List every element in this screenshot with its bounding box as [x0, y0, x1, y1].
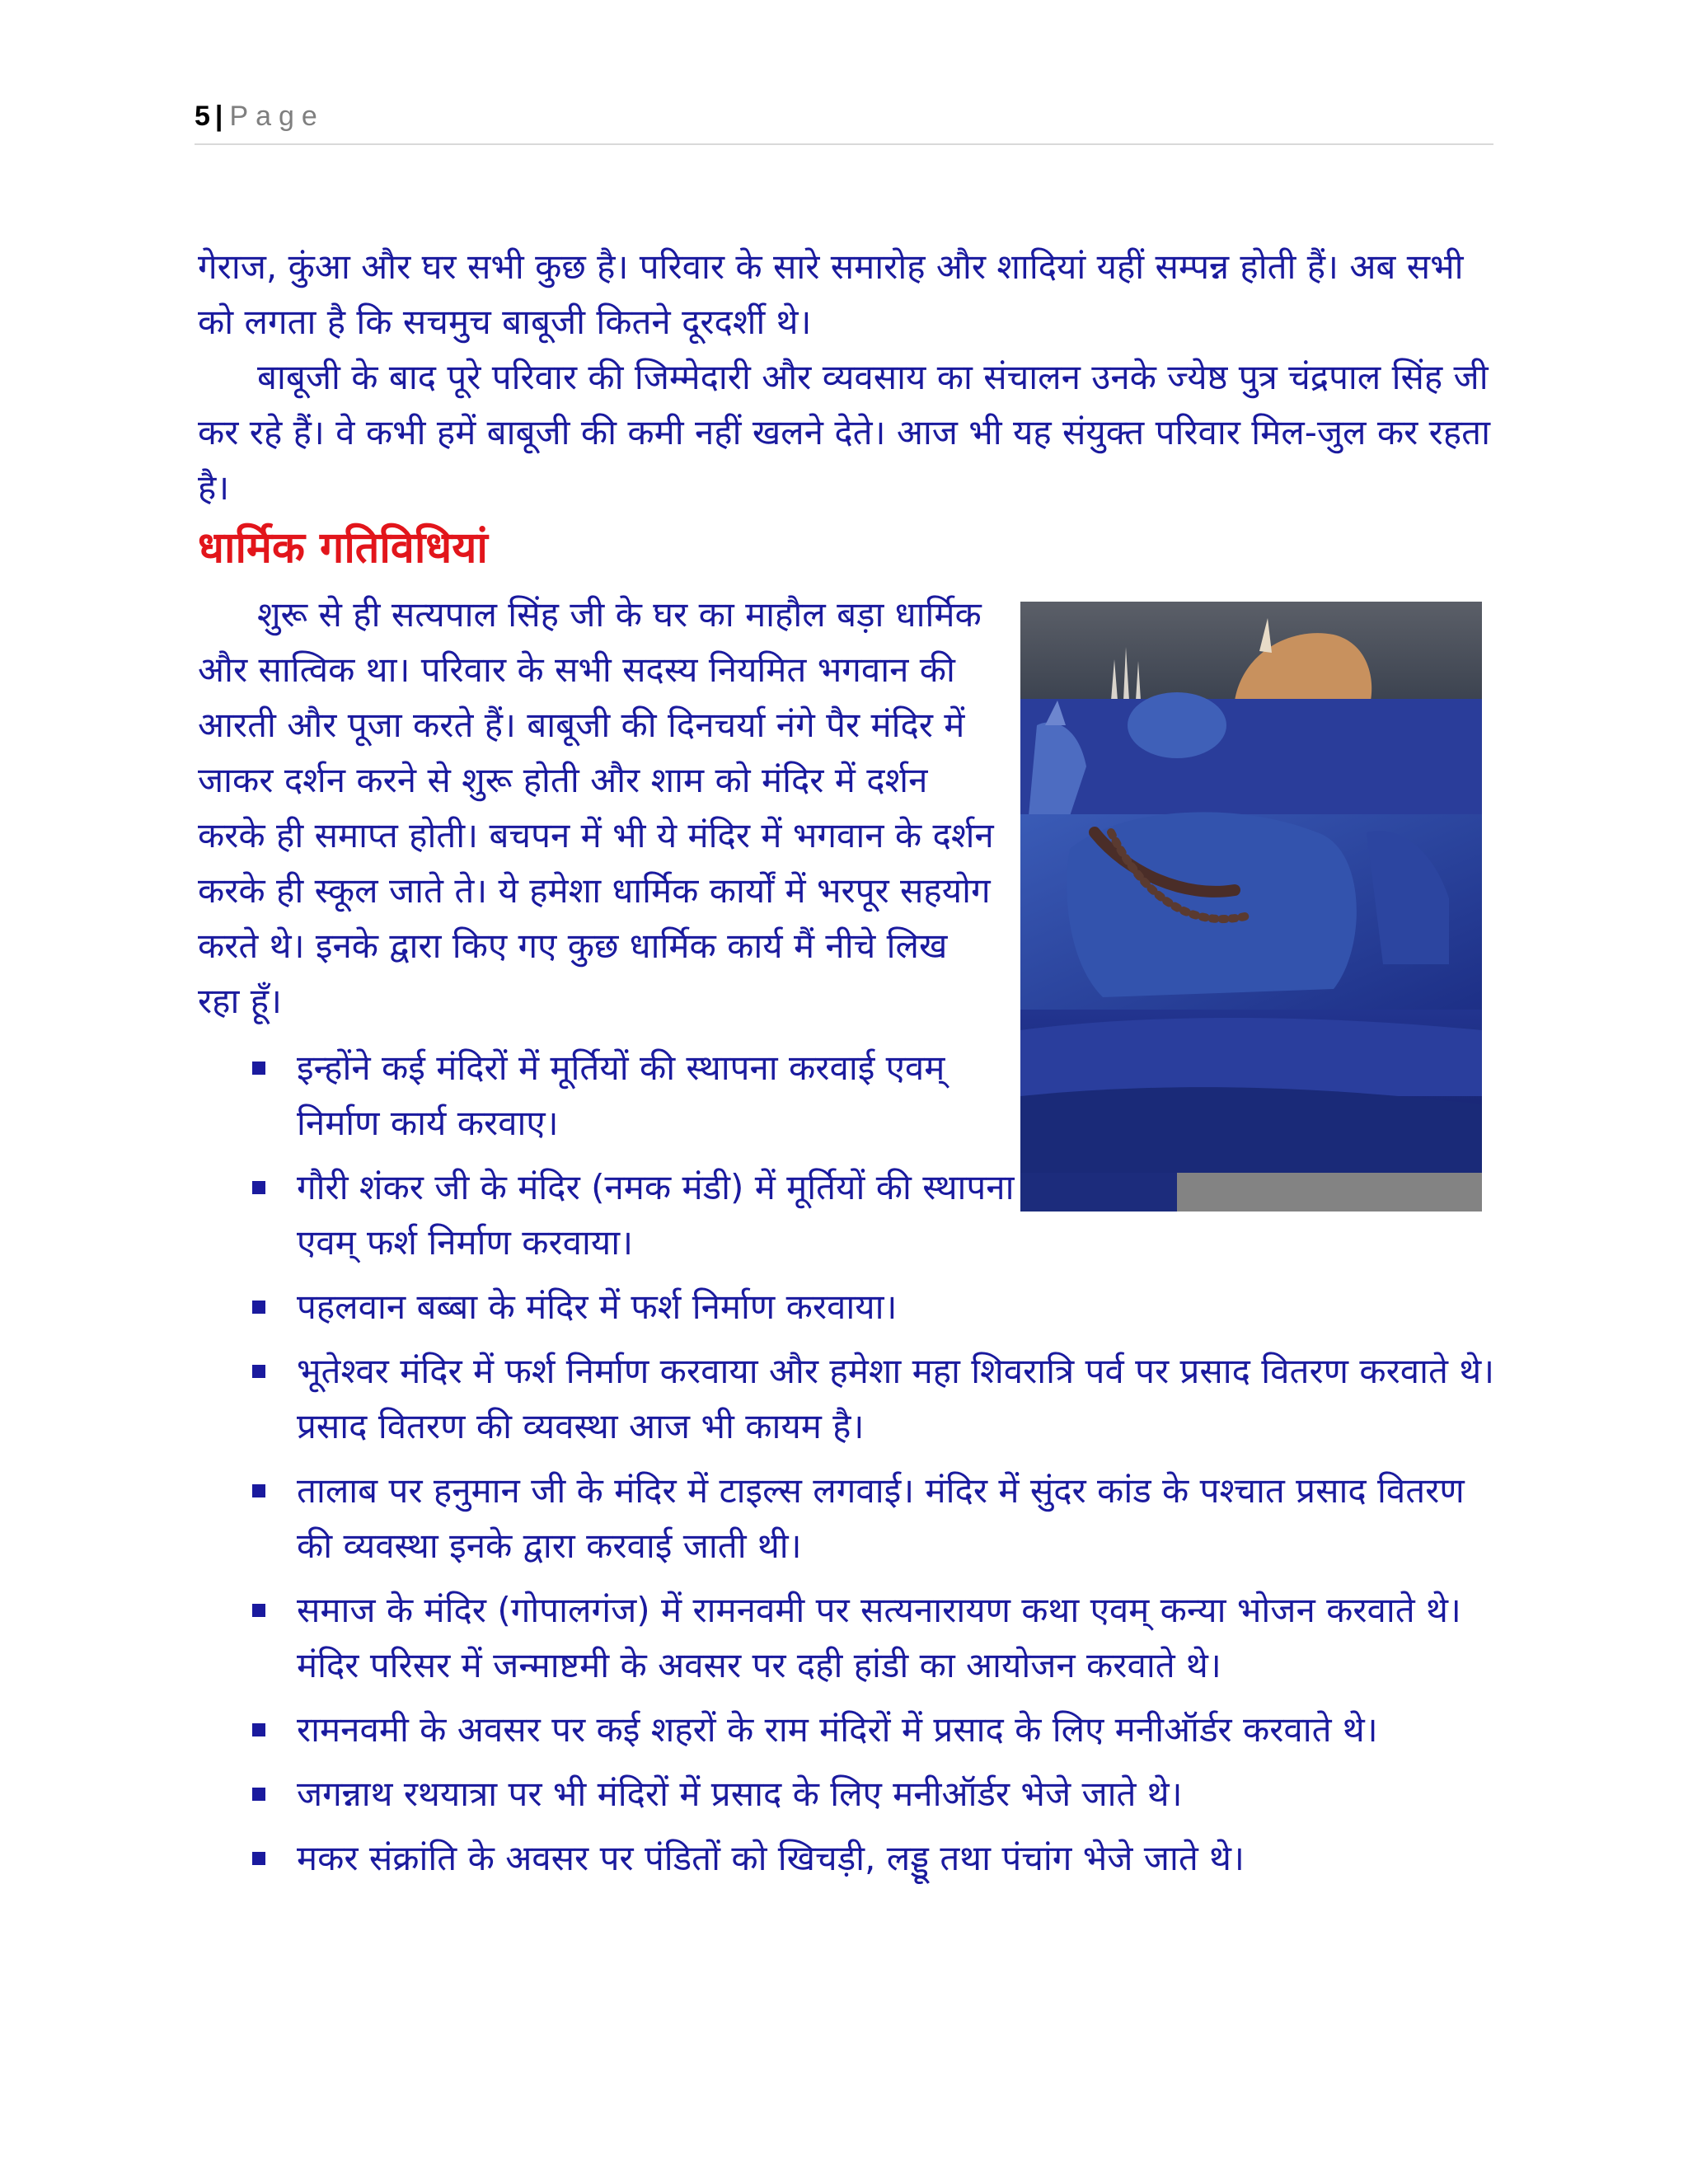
list-item: रामनवमी के अवसर पर कई शहरों के राम मंदिरों में प्रसाद के लिए मनीऑर्डर करवाते थे। — [247, 1702, 1500, 1757]
list-item: पहलवान बब्बा के मंदिर में फर्श निर्माण करवाया। — [247, 1279, 1500, 1334]
paragraph-family-succession: बाबूजी के बाद पूरे परिवार की जिम्मेदारी और व्यवसाय का संचालन उनके ज्येष्ठ पुत्र चंद्रपाल सिंह जी कर रहे हैं। वे कभी हमें बाबूजी की कमी नहीं खलने देते। आज भी यह संयुक्त परिवार मिल-जुल कर रहता है। — [198, 357, 1490, 508]
list-item: मकर संक्रांति के अवसर पर पंडितों को खिचड़ी, लड्डू तथा पंचांग भेजे जाते थे। — [247, 1830, 1500, 1886]
list-item: तालाब पर हनुमान जी के मंदिर में टाइल्स लगवाई। मंदिर में सुंदर कांड के पश्चात प्रसाद वितरण की व्यवस्था इनके द्वारा करवाई जाती थी। — [247, 1463, 1500, 1573]
intro-paragraphs — [198, 239, 1492, 515]
page-separator: | — [214, 101, 223, 132]
list-item: जगन्नाथ रथयात्रा पर भी मंदिरों में प्रसाद के लिए मनीऑर्डर भेजे जाते थे। — [247, 1766, 1500, 1821]
paragraph-family-home: गेराज, कुंआ और घर सभी कुछ है। परिवार के सारे समारोह और शादियां यहीं सम्पन्न होती हैं। अब सभी को लगता है कि सचमुच बाबूजी कितने दूरदर्शी थे। — [198, 246, 1464, 342]
religious-activities-list — [247, 1040, 1500, 1895]
page-label: Page — [229, 101, 325, 132]
page-header — [195, 101, 1493, 145]
bullet-square-icon — [252, 1788, 265, 1801]
section-heading: धार्मिक गतिविधियां — [198, 523, 488, 573]
bullet-square-icon — [252, 1484, 265, 1497]
bullet-square-icon — [252, 1365, 265, 1378]
list-item: गौरी शंकर जी के मंदिर (नमक मंडी) में मूर्तियों की स्थापना एवम् फर्श निर्माण करवाया। — [247, 1160, 1039, 1270]
section-intro-paragraph: शुरू से ही सत्यपाल सिंह जी के घर का माहौल बड़ा धार्मिक और सात्विक था। परिवार के सभी सदस्य नियमित भगवान की आरती और पूजा करते हैं। बाबूजी की दिनचर्या नंगे पैर मंदिर में जाकर दर्शन करने से शुरू होती और शाम को मंदिर में दर्शन करके ही समाप्त होती। बचपन में भी ये मंदिर में भगवान के दर्शन करके ही स्कूल जाते ते। ये हमेशा धार्मिक कार्यों में भरपूर सहयोग करते थे। इनके द्वारा किए गए कुछ धार्मिक कार्य मैं नीचे लिख रहा हूँ। — [198, 594, 994, 1021]
list-item: समाज के मंदिर (गोपालगंज) में रामनवमी पर सत्यनारायण कथा एवम् कन्या भोजन करवाते थे। मंदिर परिसर में जन्माष्टमी के अवसर पर दही हांडी का आयोजन करवाते थे। — [247, 1582, 1500, 1693]
page-number: 5 — [195, 101, 210, 132]
bullet-square-icon — [252, 1181, 265, 1194]
list-item: इन्होंने कई मंदिरों में मूर्तियों की स्थापना करवाई एवम् निर्माण कार्य करवाए। — [247, 1040, 1039, 1151]
bullet-square-icon — [252, 1604, 265, 1617]
list-item: भूतेश्वर मंदिर में फर्श निर्माण करवाया और हमेशा महा शिवरात्रि पर्व पर प्रसाद वितरण करवाते थे। प्रसाद वितरण की व्यवस्था आज भी कायम है। — [247, 1343, 1500, 1454]
bullet-square-icon — [252, 1852, 265, 1865]
bullet-square-icon — [252, 1723, 265, 1736]
bullet-square-icon — [252, 1301, 265, 1314]
bullet-square-icon — [252, 1062, 265, 1075]
